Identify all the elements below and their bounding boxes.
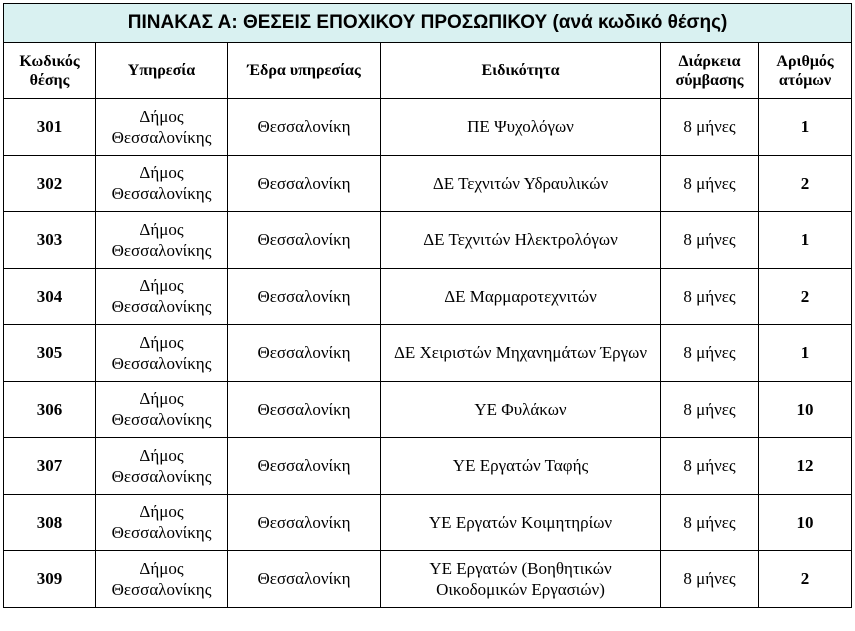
cell-specialty: ΠΕ Ψυχολόγων xyxy=(381,99,661,156)
cell-service: Δήμος Θεσσαλονίκης xyxy=(96,155,228,212)
cell-duration: 8 μήνες xyxy=(661,155,759,212)
header-seat: Έδρα υπηρεσίας xyxy=(228,43,381,99)
cell-count: 10 xyxy=(759,381,852,438)
cell-count: 2 xyxy=(759,551,852,608)
cell-service: Δήμος Θεσσαλονίκης xyxy=(96,325,228,382)
cell-service: Δήμος Θεσσαλονίκης xyxy=(96,99,228,156)
cell-code: 301 xyxy=(4,99,96,156)
cell-code: 307 xyxy=(4,438,96,495)
table-row xyxy=(4,325,852,382)
cell-seat: Θεσσαλονίκη xyxy=(228,99,381,156)
table-row xyxy=(4,268,852,325)
cell-service: Δήμος Θεσσαλονίκης xyxy=(96,494,228,551)
table-row xyxy=(4,212,852,269)
header-service: Υπηρεσία xyxy=(96,43,228,99)
cell-seat: Θεσσαλονίκη xyxy=(228,381,381,438)
cell-seat: Θεσσαλονίκη xyxy=(228,438,381,495)
cell-count: 1 xyxy=(759,99,852,156)
cell-seat: Θεσσαλονίκη xyxy=(228,155,381,212)
cell-duration: 8 μήνες xyxy=(661,212,759,269)
cell-service: Δήμος Θεσσαλονίκης xyxy=(96,268,228,325)
cell-seat: Θεσσαλονίκη xyxy=(228,551,381,608)
cell-code: 304 xyxy=(4,268,96,325)
cell-specialty: ΥΕ Φυλάκων xyxy=(381,381,661,438)
table-row xyxy=(4,494,852,551)
cell-service: Δήμος Θεσσαλονίκης xyxy=(96,438,228,495)
table-row xyxy=(4,99,852,156)
table-row xyxy=(4,155,852,212)
table-row xyxy=(4,438,852,495)
cell-seat: Θεσσαλονίκη xyxy=(228,325,381,382)
cell-code: 302 xyxy=(4,155,96,212)
header-row xyxy=(4,43,852,99)
cell-specialty: ΔΕ Τεχνιτών Ηλεκτρολόγων xyxy=(381,212,661,269)
table-row xyxy=(4,381,852,438)
cell-specialty: ΔΕ Μαρμαροτεχνιτών xyxy=(381,268,661,325)
cell-specialty: ΔΕ Τεχνιτών Υδραυλικών xyxy=(381,155,661,212)
table-row xyxy=(4,551,852,608)
cell-seat: Θεσσαλονίκη xyxy=(228,268,381,325)
cell-seat: Θεσσαλονίκη xyxy=(228,494,381,551)
cell-seat: Θεσσαλονίκη xyxy=(228,212,381,269)
cell-service: Δήμος Θεσσαλονίκης xyxy=(96,381,228,438)
cell-count: 1 xyxy=(759,325,852,382)
cell-code: 305 xyxy=(4,325,96,382)
cell-code: 309 xyxy=(4,551,96,608)
cell-code: 306 xyxy=(4,381,96,438)
header-specialty: Ειδικότητα xyxy=(381,43,661,99)
cell-duration: 8 μήνες xyxy=(661,99,759,156)
cell-specialty: ΔΕ Χειριστών Μηχανημάτων Έργων xyxy=(381,325,661,382)
table-title: ΠΙΝΑΚΑΣ Α: ΘΕΣΕΙΣ ΕΠΟΧΙΚΟΥ ΠΡΟΣΩΠΙΚΟΥ (ανά κωδικό θέσης) xyxy=(4,4,852,43)
cell-count: 10 xyxy=(759,494,852,551)
cell-duration: 8 μήνες xyxy=(661,268,759,325)
cell-duration: 8 μήνες xyxy=(661,381,759,438)
cell-service: Δήμος Θεσσαλονίκης xyxy=(96,212,228,269)
cell-code: 308 xyxy=(4,494,96,551)
header-code: Κωδικός θέσης xyxy=(4,43,96,99)
header-count: Αριθμός ατόμων xyxy=(759,43,852,99)
cell-duration: 8 μήνες xyxy=(661,438,759,495)
cell-count: 2 xyxy=(759,155,852,212)
header-duration: Διάρκεια σύμβασης xyxy=(661,43,759,99)
cell-specialty: ΥΕ Εργατών Κοιμητηρίων xyxy=(381,494,661,551)
cell-count: 2 xyxy=(759,268,852,325)
positions-table xyxy=(3,3,852,608)
cell-service: Δήμος Θεσσαλονίκης xyxy=(96,551,228,608)
cell-count: 12 xyxy=(759,438,852,495)
cell-specialty: ΥΕ Εργατών Ταφής xyxy=(381,438,661,495)
cell-specialty: ΥΕ Εργατών (Βοηθητικών Οικοδομικών Εργασιών) xyxy=(381,551,661,608)
cell-code: 303 xyxy=(4,212,96,269)
cell-duration: 8 μήνες xyxy=(661,325,759,382)
cell-count: 1 xyxy=(759,212,852,269)
cell-duration: 8 μήνες xyxy=(661,551,759,608)
cell-duration: 8 μήνες xyxy=(661,494,759,551)
